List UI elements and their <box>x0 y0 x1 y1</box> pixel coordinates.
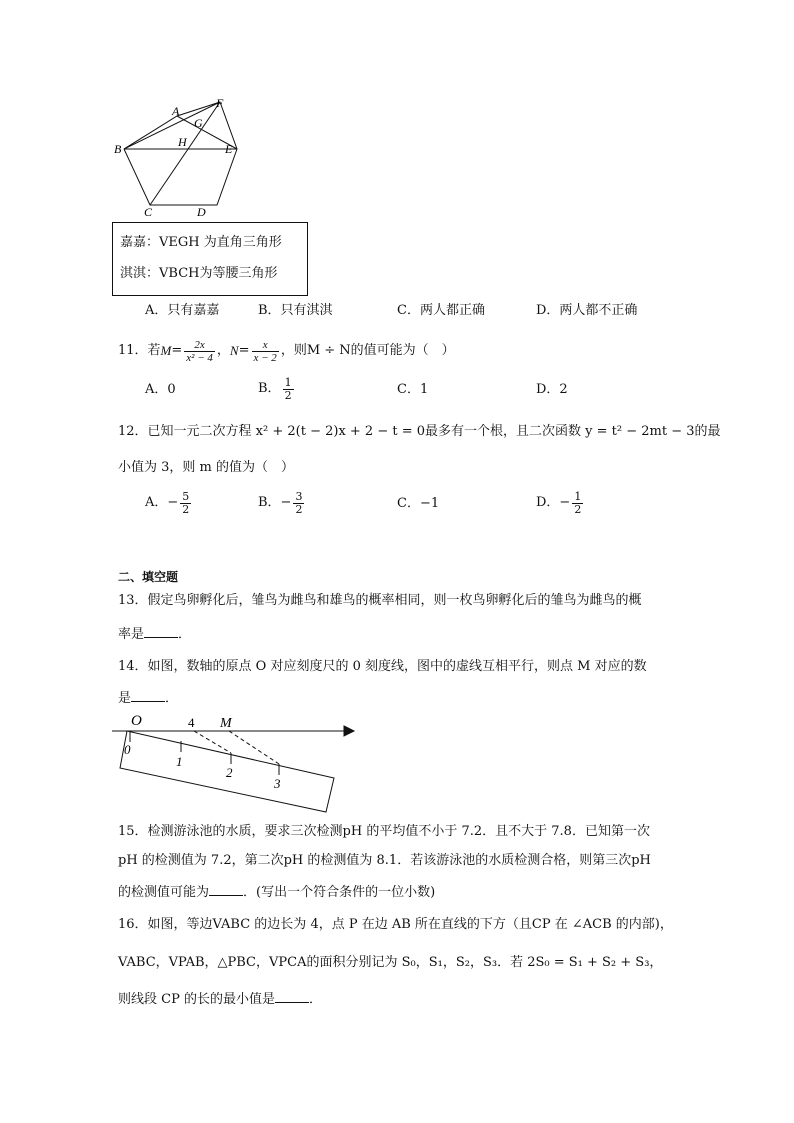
q16-answer-blank[interactable] <box>275 990 309 1003</box>
q12-line-2: 小值为 3，则 m 的值为（ ） <box>118 460 294 475</box>
q12-d-label: D．− <box>536 495 571 510</box>
q12-option-d[interactable] <box>536 487 585 519</box>
q12-d-num: 1 <box>574 489 582 503</box>
q14-line-2 <box>118 689 178 708</box>
q16-line-3 <box>118 990 322 1009</box>
q14-answer-blank[interactable] <box>131 689 165 702</box>
q13-period: ． <box>178 627 192 642</box>
q11-m-fraction <box>184 339 215 364</box>
q11-number: 11．若 <box>118 343 161 358</box>
q11-m-denominator: x² − 4 <box>186 351 213 364</box>
q15-line-3 <box>118 883 435 902</box>
q14-period: ． <box>165 691 179 706</box>
q11-b-num: 1 <box>284 375 292 389</box>
q15-line-3-post: ．(写出一个符合条件的一位小数) <box>243 885 436 900</box>
q11-tail: ，则M ÷ N的值可能为（ ） <box>280 343 455 358</box>
q15-line-1: 15．检测游泳池的水质，要求三次检测pH 的平均值不小于 7.2．且不大于 7.8．已知第一次 <box>118 824 650 839</box>
q12-a-den: 2 <box>182 502 190 516</box>
statement-line-2 <box>120 265 277 283</box>
statement-box <box>112 222 308 296</box>
section-title: 二、填空题 <box>118 570 179 584</box>
ruler-mark-2: 2 <box>226 765 233 780</box>
q16-line-1: 16．如图，等边VABC 的边长为 4，点 P 在边 AB 所在直线的下方（且CP 在 ∠ACB 的内部)， <box>118 917 673 932</box>
q13-line-1: 13．假定鸟卵孵化后，雏鸟为雌鸟和雄鸟的概率相同，则一枚鸟卵孵化后的雏鸟为雌鸟的概 <box>118 593 642 608</box>
q11-eq-2: = <box>238 343 250 358</box>
label-g: G <box>194 116 203 130</box>
label-a: A <box>172 104 180 118</box>
q16-line-2: VABC，VPAB，△PBC，VPCA的面积分别记为 S₀，S₁，S₂，S₃．若 2S₀ = S₁ + S₂ + S₃， <box>118 955 663 970</box>
q12-line-1: 12．已知一元二次方程 x² + 2(t − 2)x + 2 − t = 0最多有一个根，且二次函数 y = t² − 2mt − 3的最 <box>118 424 721 439</box>
q11-m-numerator: 2x <box>184 339 215 352</box>
label-d: D <box>197 205 206 219</box>
q15-line-3-pre: 的检测值可能为 <box>118 885 210 900</box>
label-f: F <box>216 96 224 110</box>
q11-n: N <box>229 343 239 358</box>
q11-n-denominator: x − 2 <box>253 351 277 364</box>
q12-b-fraction <box>293 491 304 516</box>
q16-period: ． <box>308 992 322 1007</box>
q11-m: M <box>160 343 172 358</box>
q11-option-b[interactable] <box>258 374 296 404</box>
label-c: C <box>144 205 153 219</box>
label-m: M <box>220 716 232 731</box>
q12-b-den: 2 <box>295 502 303 516</box>
q10-option-b[interactable]: B．只有淇淇 <box>258 303 333 318</box>
q12-a-label: A．− <box>145 495 179 510</box>
q12-d-den: 2 <box>574 502 582 516</box>
q14-line-2-text: 是 <box>118 691 132 706</box>
q12-a-num: 5 <box>182 489 190 503</box>
q13-line-2-text: 率是 <box>118 627 145 642</box>
name-jiajia: 嘉嘉： <box>120 235 160 250</box>
label-b: B <box>114 142 122 156</box>
number-line-figure <box>112 708 357 820</box>
q11-stem <box>118 336 455 366</box>
ruler-mark-0: 0 <box>124 742 131 757</box>
q11-n-numerator: x <box>252 339 279 352</box>
label-four: 4 <box>188 715 195 730</box>
statement-line-1 <box>120 234 282 252</box>
q11-n-fraction <box>252 339 279 364</box>
label-origin: O <box>131 713 142 729</box>
q11-eq: = <box>171 343 183 358</box>
ruler-mark-3: 3 <box>274 776 281 791</box>
pentagon-figure <box>112 95 247 220</box>
q11-option-b-fraction <box>283 377 294 402</box>
q12-b-label: B．− <box>258 495 292 510</box>
q13-answer-blank[interactable] <box>144 625 178 638</box>
q15-line-2: pH 的检测值为 7.2，第二次pH 的检测值为 8.1．若该游泳池的水质检测合格，则第三次pH <box>118 853 651 868</box>
q13-line-2 <box>118 625 191 644</box>
q12-b-num: 3 <box>295 489 303 503</box>
statement-jiajia: VEGH 为直角三角形 <box>159 235 282 250</box>
q12-option-b[interactable] <box>258 487 306 519</box>
q11-option-d[interactable]: D．2 <box>536 382 568 397</box>
q11-option-b-label: B． <box>258 381 281 396</box>
q15-answer-blank[interactable] <box>209 883 243 896</box>
q14-line-1: 14．如图，数轴的原点 O 对应刻度尺的 0 刻度线，图中的虚线互相平行，则点 M 对应的数 <box>118 659 647 674</box>
q11-option-a[interactable]: A．0 <box>145 382 176 397</box>
q10-option-d[interactable]: D．两人都不正确 <box>536 303 638 318</box>
label-e: E <box>225 142 233 156</box>
q11-option-c[interactable]: C．1 <box>397 382 429 397</box>
q12-option-a[interactable] <box>145 487 193 519</box>
q10-option-a[interactable]: A．只有嘉嘉 <box>145 303 220 318</box>
q10-option-c[interactable]: C．两人都正确 <box>397 303 485 318</box>
label-h: H <box>178 135 187 149</box>
q12-d-fraction <box>572 491 583 516</box>
q12-option-c[interactable]: C．−1 <box>397 496 440 511</box>
q11-b-den: 2 <box>284 388 292 402</box>
q12-a-fraction <box>180 491 191 516</box>
name-qiqi: 淇淇： <box>120 266 160 281</box>
q16-line-3-text: 则线段 CP 的长的最小值是 <box>118 992 275 1007</box>
ruler-mark-1: 1 <box>176 754 183 769</box>
q11-sep: ， <box>216 343 230 358</box>
statement-qiqi: VBCH为等腰三角形 <box>159 266 278 281</box>
